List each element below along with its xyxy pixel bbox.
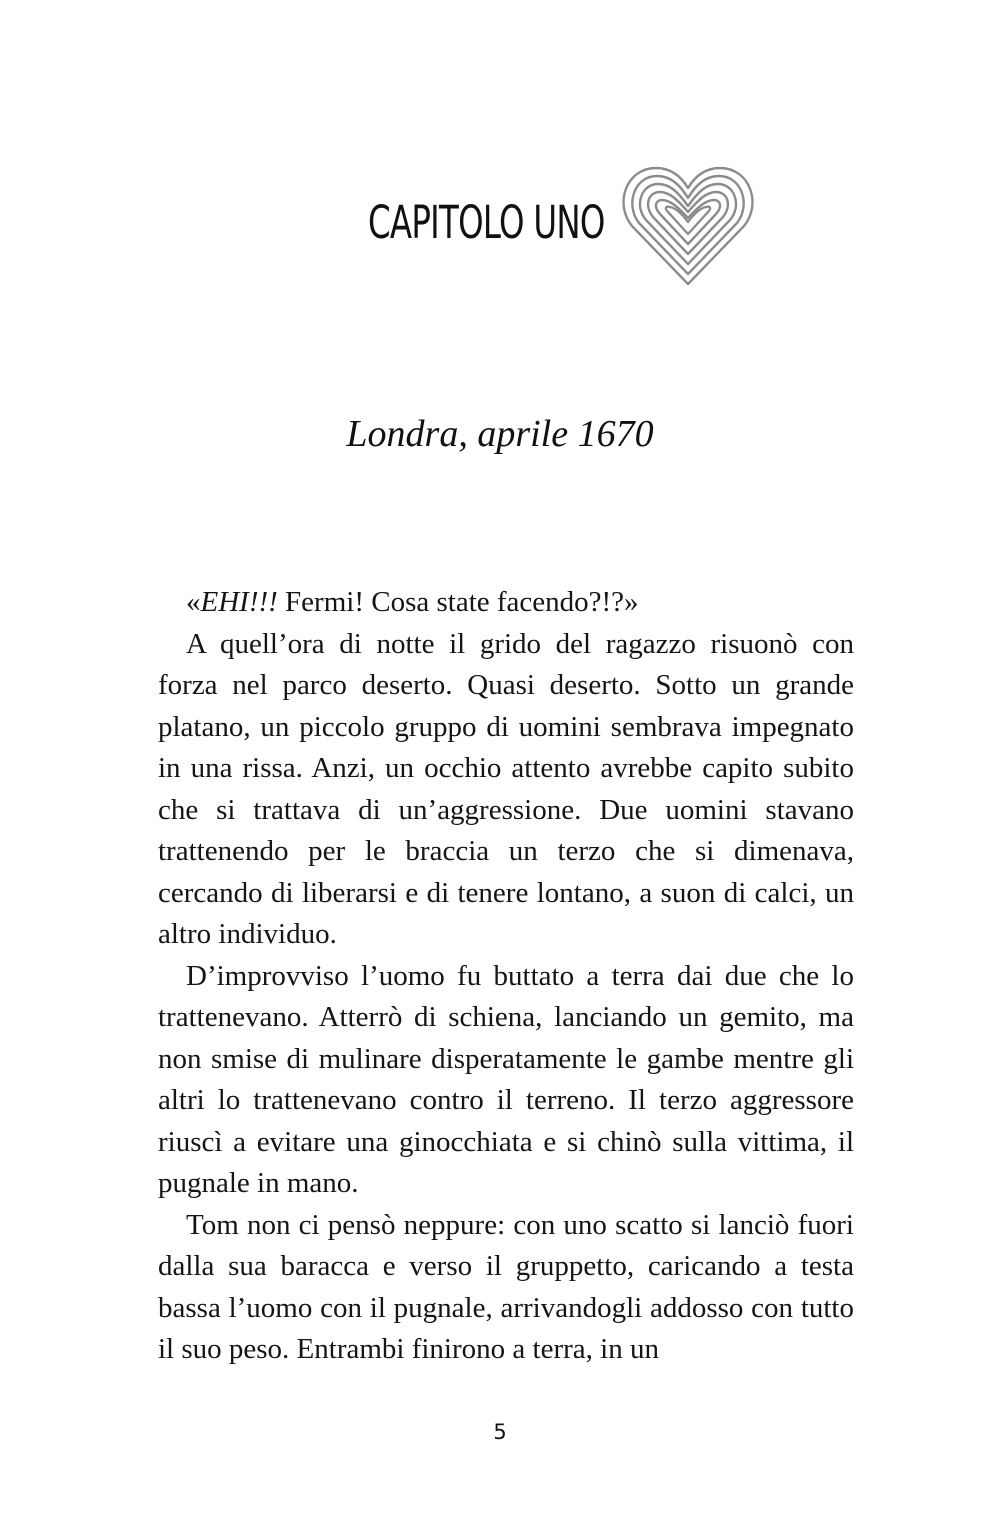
chapter-header (368, 160, 768, 295)
paragraph-text: Fermi! Cosa state facendo?!?» (277, 586, 639, 618)
heart-icon (620, 160, 756, 290)
paragraph: A quell’ora di notte il grido del ragazzo risuonò con forza nel parco deserto. Quasi deserto. Sotto un grande platano, un piccolo gruppo di uomini sembrava impegnato in una rissa. Anzi, un occhio attento avrebbe capito subito che si trattava di un’aggressione. Due uomini stavano trattenendo per le braccia un terzo che si dimenava, cercando di liberarsi e di tenere lontano, a suon di calci, un altro individuo. (158, 627, 854, 950)
paragraph (158, 582, 854, 624)
paragraph: D’improvviso l’uomo fu buttato a terra dai due che lo trattenevano. Atterrò di schiena, lanciando un gemito, ma non smise di mulinare disperatamente le gambe mentre gli altri lo trattenevano contro il terreno. Il terzo aggressore riuscì a evitare una ginocchiata e si chinò sulla vittima, il pugnale in mano. (158, 959, 854, 1199)
chapter-subtitle: Londra, aprile 1670 (346, 413, 654, 455)
page-number: 5 (493, 1420, 507, 1444)
chapter-body (158, 582, 854, 1371)
chapter-title: CAPITOLO UNO (368, 196, 605, 249)
exclamation-italic: EHI!!! (200, 586, 278, 618)
paragraph: Tom non ci pensò neppure: con uno scatto si lanciò fuori dalla sua baracca e verso il gruppetto, caricando a testa bassa l’uomo con il pugnale, arrivandogli addosso con tutto il suo peso. Entrambi finirono a terra, in un (158, 1208, 854, 1365)
quote-open: « (186, 586, 201, 618)
